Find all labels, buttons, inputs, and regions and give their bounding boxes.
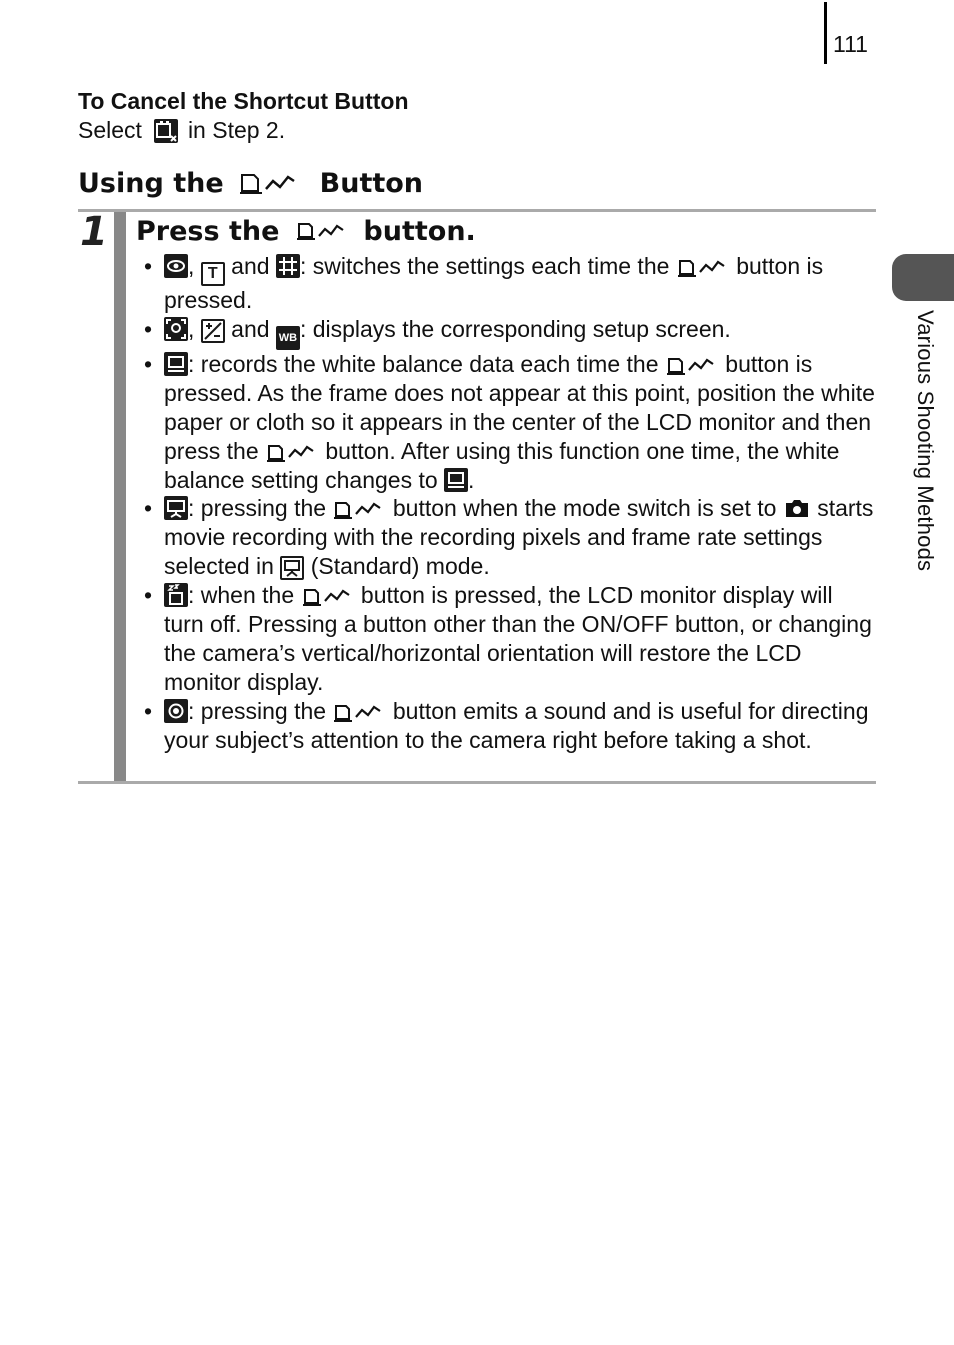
bullet-display-off: • : when the button is pressed, the LCD monitor display will turn off. Pressing a button other than the ON/OFF button, or changing the camera’s vertical/horizontal orientation will restore the LCD monitor display. xyxy=(164,581,876,697)
section-heading-prefix: Using the xyxy=(78,168,224,199)
sound-icon xyxy=(164,699,188,723)
chapter-tab xyxy=(892,254,954,301)
cancel-instruction xyxy=(78,117,285,144)
print-share-button-icon xyxy=(295,221,349,243)
section-heading xyxy=(78,168,423,199)
print-share-button-icon xyxy=(676,258,730,278)
white-balance-icon: WB xyxy=(276,326,300,350)
page-rule xyxy=(824,2,827,64)
display-off-icon xyxy=(164,583,188,607)
chapter-label: Various Shooting Methods xyxy=(913,310,938,572)
bullet-settings-toggle: • , T and : switches the settings each time the button is pressed. xyxy=(164,252,876,315)
custom-wb-icon xyxy=(164,352,188,376)
grid-lines-icon xyxy=(276,254,300,278)
cancel-suffix: in Step 2. xyxy=(187,117,286,143)
print-share-button-icon xyxy=(238,171,304,197)
bullet-custom-white-balance: • : records the white balance data each time the button is pressed. As the frame does not appear at this point, position the white paper or cloth so it appears in the center of the LCD monitor and then press the button. After using this function one time, the white balance setting changes to . xyxy=(164,350,876,495)
exposure-comp-icon xyxy=(201,319,225,343)
standard-movie-icon xyxy=(280,556,304,580)
custom-wb-icon xyxy=(444,468,468,492)
step-bullet-list xyxy=(164,252,876,755)
movie-icon xyxy=(164,496,188,520)
bullet-setup-screens: • , and WB : displays the corresponding setup screen. xyxy=(164,315,876,350)
print-share-button-icon xyxy=(301,587,355,607)
print-share-button-icon xyxy=(332,500,386,520)
step-title xyxy=(136,216,476,247)
section-heading-suffix: Button xyxy=(319,168,424,199)
camera-icon xyxy=(783,496,811,520)
red-eye-icon xyxy=(164,254,188,278)
bullet-sound: • : pressing the button emits a sound and is useful for directing your subject’s attention to the camera right before taking a shot. xyxy=(164,697,876,755)
cancel-heading: To Cancel the Shortcut Button xyxy=(78,88,409,114)
shortcut-off-icon xyxy=(154,119,178,143)
bullet-movie-recording: • : pressing the button when the mode switch is set to starts movie recording with the recording pixels and frame rate settings selected in (Standard) mode. xyxy=(164,494,876,581)
cancel-prefix: Select xyxy=(78,117,142,143)
face-detect-icon xyxy=(164,317,188,341)
print-share-button-icon xyxy=(265,443,319,463)
step-box-bottom-rule xyxy=(78,781,876,784)
step-box-top-rule xyxy=(78,209,876,212)
custom-display-icon: T xyxy=(201,262,225,286)
page-number: 111 xyxy=(833,31,868,57)
print-share-button-icon xyxy=(665,356,719,376)
step-number: 1 xyxy=(80,209,108,255)
step-title-suffix: button. xyxy=(363,216,476,247)
print-share-button-icon xyxy=(332,703,386,723)
step-title-prefix: Press the xyxy=(136,216,280,247)
step-bar xyxy=(114,212,126,781)
